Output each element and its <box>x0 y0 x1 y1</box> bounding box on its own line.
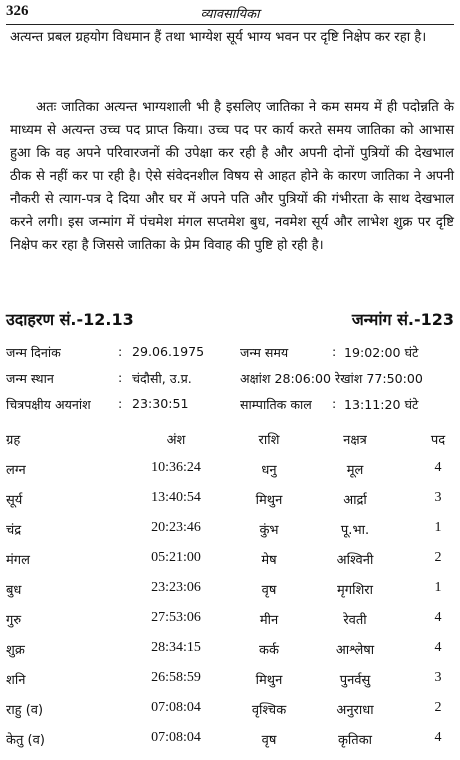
page-number: 326 <box>6 3 29 19</box>
pada: 1 <box>434 520 442 535</box>
nakshatra: पुनर्वसु <box>339 673 371 688</box>
dob-value: 29.06.1975 <box>132 344 205 359</box>
header-graha: ग्रह <box>6 433 21 448</box>
sign: मिथुन <box>255 493 283 508</box>
table-row <box>0 700 460 730</box>
degree: 23:23:06 <box>151 580 201 595</box>
latlong-value: अक्षांश 28:06:00 रेखांश 77:50:00 <box>240 371 423 386</box>
pada: 2 <box>434 550 442 565</box>
sign: वृष <box>261 583 277 598</box>
degree: 27:53:06 <box>151 610 201 625</box>
nakshatra: मृगशिरा <box>337 583 373 598</box>
pada: 1 <box>434 580 442 595</box>
planet-name: मंगल <box>6 553 30 568</box>
dob-label: जन्म दिनांक <box>6 345 61 360</box>
tob-label: जन्म समय <box>240 345 289 360</box>
sign: वृश्चिक <box>251 703 287 718</box>
planet-name: शुक्र <box>6 643 25 658</box>
header-pad: पद <box>430 433 446 448</box>
sign: मिथुन <box>255 673 283 688</box>
sidereal-label: साम्पातिक काल <box>240 397 312 412</box>
degree: 26:58:59 <box>151 670 201 685</box>
tob-value: 19:02:00 घंटे <box>344 345 419 360</box>
pada: 4 <box>434 730 442 745</box>
degree: 05:21:00 <box>151 550 201 565</box>
example-heading <box>6 308 454 332</box>
example-number: उदाहरण सं.-12.13 <box>6 310 134 329</box>
header-rashi: राशि <box>258 433 280 448</box>
nakshatra: अनुराधा <box>336 703 374 718</box>
planet-name: शनि <box>6 673 26 688</box>
nakshatra: आर्द्रा <box>343 493 367 508</box>
table-row <box>0 520 460 550</box>
planet-table-header <box>0 430 460 452</box>
pada: 4 <box>434 610 442 625</box>
planet-name: केतु (व) <box>6 733 45 748</box>
nakshatra: रेवती <box>343 613 367 628</box>
colon: : <box>118 396 123 411</box>
colon: : <box>332 344 337 359</box>
planet-name: चंद्र <box>6 523 22 538</box>
degree: 07:08:04 <box>151 700 201 715</box>
sign: कुंभ <box>259 523 279 538</box>
running-title: व्यावसायिका <box>200 7 260 22</box>
place-value: चंदौसी, उ.प्र. <box>132 371 192 386</box>
table-row <box>0 730 460 760</box>
colon: : <box>118 370 123 385</box>
chart-number: जन्मांग सं.-123 <box>351 310 454 329</box>
pada: 3 <box>434 670 442 685</box>
table-row <box>0 490 460 520</box>
planet-name: गुरु <box>6 613 22 628</box>
sidereal-value: 13:11:20 घंटे <box>344 397 419 412</box>
sign: कर्क <box>259 643 279 658</box>
sign: धनु <box>261 463 277 478</box>
paragraph-2: अतः जातिका अत्यन्त भाग्यशाली भी है इसलिए जातिका ने कम समय में ही पदोन्नति के माध्यम से अत्यन्त उच्च पद प्राप्त किया। उच्च पद पर कार्य करते समय जातिका को आभास हुआ कि वह अपने परिवारजनों की उपेक्षा कर रही है और अपनी दोनों पुत्रियों की देखभाल ठीक से नहीं कर पा रही है। ऐसे संवेदनशील विषय से आहत होने के कारण जातिका ने अपनी नौकरी से त्याग-पत्र दे दिया और घर में अपने पति और पुत्रियों की गंभीरता के साथ देखभाल करने लगी। इस जन्मांग में पंचमेश मंगल सप्तमेश बुध, नवमेश सूर्य और लाभेश शुक्र पर दृष्टि निक्षेप कर रहा है जिससे जातिका के प्रेम विवाह की पुष्टि हो रही है। <box>10 100 454 253</box>
paragraph-1: अत्यन्त प्रबल ग्रहयोग विधमान हैं तथा भाग्येश सूर्य भाग्य भवन पर दृष्टि निक्षेप कर रहा है। <box>10 30 427 45</box>
place-label: जन्म स्थान <box>6 371 54 386</box>
degree: 07:08:04 <box>151 730 201 745</box>
planet-name: बुध <box>6 583 22 598</box>
table-row <box>0 550 460 580</box>
table-row <box>0 460 460 490</box>
sign: वृष <box>261 733 277 748</box>
colon: : <box>332 396 337 411</box>
page-header <box>6 2 454 25</box>
sign: मीन <box>259 613 279 628</box>
nakshatra: मूल <box>346 463 364 478</box>
degree: 13:40:54 <box>151 490 201 505</box>
ayanamsha-value: 23:30:51 <box>132 396 189 411</box>
pada: 4 <box>434 640 442 655</box>
pada: 3 <box>434 490 442 505</box>
nakshatra: पू.भा. <box>340 523 370 538</box>
table-row <box>0 610 460 640</box>
planet-name: सूर्य <box>6 493 23 508</box>
pada: 2 <box>434 700 442 715</box>
colon: : <box>118 344 123 359</box>
planet-name: राहु (व) <box>6 703 44 718</box>
nakshatra: आश्लेषा <box>335 643 375 658</box>
header-ansh: अंश <box>166 433 186 448</box>
nakshatra: कृतिका <box>337 733 373 748</box>
table-row <box>0 580 460 610</box>
table-row <box>0 670 460 700</box>
sign: मेष <box>261 553 277 568</box>
pada: 4 <box>434 460 442 475</box>
degree: 28:34:15 <box>151 640 201 655</box>
planet-name: लग्न <box>6 463 26 478</box>
nakshatra: अश्विनी <box>336 553 374 568</box>
table-row <box>0 640 460 670</box>
header-nakshatra: नक्षत्र <box>343 433 367 448</box>
degree: 10:36:24 <box>151 460 201 475</box>
degree: 20:23:46 <box>151 520 201 535</box>
ayanamsha-label: चित्रपक्षीय अयनांश <box>6 397 91 412</box>
